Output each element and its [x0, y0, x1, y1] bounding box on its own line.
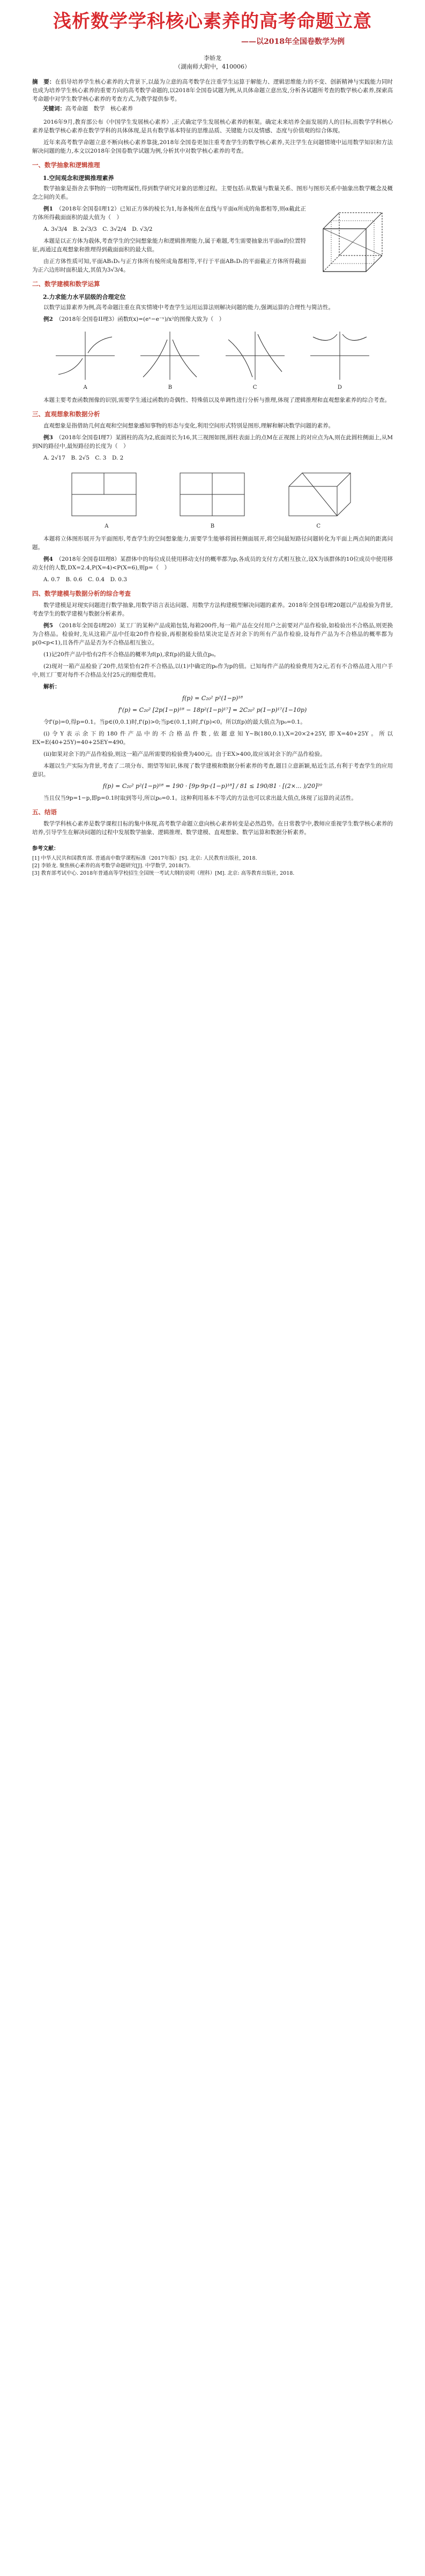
example-5-label: 例5 [43, 622, 53, 629]
solution-paragraph-3: (ii)如果对余下的产品作检验,则这一箱产品所需要的检验费为400元。由于EX>400,故应该对余下的产品作检验。 [43, 751, 326, 757]
example-1-label: 例1 [43, 206, 53, 212]
graph-option-b [138, 329, 202, 390]
intro-paragraph-2: 近年来高考数学命题立意不断向核心素养靠拢,2018年全国卷更加注重考查学生的数学核心素养,关注学生在问题情境中运用数学知识和方法解决问题的能力,本文以2018年全国卷数学试题为例,分析其中对数学核心素养的考查。 [32, 139, 393, 154]
example-2-text: （2018年全国卷II理3）函数f(x)=(eˣ−e⁻ˣ)/x²的图像大致为（ ） [58, 316, 225, 322]
example-1-options: A. 3√3/4 B. 2√3/3 C. 3√2/4 D. √3/2 [43, 226, 153, 232]
section-1-paragraph-2: 本题是以正方体为载体,考查学生的空间想象能力和逻辑推理能力,属于难题,考生需要抽象出平面α的位置特征,再通过直观想象和推理得到截面面积的最大值。 [32, 238, 306, 253]
intro [32, 118, 393, 155]
view-figure-b [172, 468, 252, 529]
solution-formula-2: f'(p) = C₂₀² [2p(1−p)¹⁸ − 18p²(1−p)¹⁷] = 2C₂₀² p(1−p)¹⁷(1−10p) [118, 707, 307, 714]
section-3-body [32, 422, 393, 462]
conclusion-title: 五、结语 [32, 808, 57, 816]
example-3-label: 例3 [43, 434, 53, 441]
view-c-svg [278, 468, 359, 521]
view-figure-a [66, 468, 147, 529]
section-4-paragraph-2: 本题以生产实际为背景,考查了二项分布、期望等知识,体现了数学建模和数据分析素养的考查,题目立意新颖,贴近生活,有利于考查学生的应用意识。 [32, 763, 393, 778]
example-2-label: 例2 [43, 316, 53, 322]
author-affiliation: （湖南师大附中，410006） [175, 63, 250, 70]
section-2-title: 二、数学建模和数学运算 [32, 280, 100, 288]
view-b-label: B [210, 523, 215, 529]
reference-item: [2] 李娇龙. 聚焦核心素养的高考数学命题研究[J]. 中学数学, 2018(7). [32, 863, 191, 869]
graph-b-label: B [168, 385, 173, 390]
section-3-body-2 [32, 535, 393, 584]
section-2-paragraph-2: 本题主要考查函数图像的识别,需要学生通过函数的奇偶性、特殊值以及单调性进行分析与推理,体现了逻辑推理和直观想象素养的综合考查。 [43, 397, 391, 403]
author-name: 李娇龙 [204, 55, 221, 62]
abstract-text: 在倡导培养学生核心素养的大背景下,以最为立意的高考数学在注重学生运算于解能力、逻辑思维能力的不变、创新精神与实践能力同时也成为培养学生核心素养的重要方向的高考数学命题的,以2018年全国卷试题为例,从具体命题立意出发,分析各试题所考查的数学核心素养,探索高考命题中对学生数学核心素养的考查方式,为教学提供参考。 [32, 79, 393, 102]
example-4-options: A. 0.7 B. 0.6 C. 0.4 D. 0.3 [43, 576, 127, 583]
conclusion-body [32, 820, 393, 837]
view-c-label: C [316, 523, 320, 529]
paper-subtitle: ——以2018年全国卷数学为例 [241, 37, 345, 46]
section-3-paragraph-1: 直观想象是指借助几何直观和空间想象感知事物的形态与变化,利用空间形式特别是图形,理解和解决数学问题的素养。 [43, 423, 334, 429]
example-4-text: （2018年全国卷III理8）某群体中的每位成员使用移动支付的概率都为p,各成员的支付方式相互独立,设X为该群体的10位成员中使用移动支付的人数,DX=2.4,P(X=4)<P(X=6),则p=（ ） [32, 556, 393, 571]
view-a-svg [66, 468, 147, 521]
keywords [43, 104, 393, 112]
example-3 [32, 433, 393, 450]
section-2-subtitle: 2.力求能力水平层级的合理定位 [43, 294, 126, 301]
section-4-body [32, 601, 393, 802]
example-1-text: （2018年全国卷I理12）已知正方体的棱长为1,每条棱所在直线与平面α所成的角都相等,则α截此正方体所得截面面积的最大值为（ ） [32, 206, 307, 221]
section-4-paragraph-3: 当且仅当9p=1−p,即p=0.1时取到等号,所以p₀=0.1。这种利用基本不等式的方法也可以求出最大值点,体现了运算的灵活性。 [43, 795, 357, 801]
section-1-title: 一、数学抽象和逻辑推理 [32, 161, 100, 169]
section-4-paragraph-1: 数学建模是对现实问题进行数学抽象,用数学语言表达问题、用数学方法构建模型解决问题的素养。2018年全国卷I理20题以产品检验为背景,考查学生的数学建模与数据分析素养。 [32, 602, 393, 617]
abstract-label: 摘 要： [32, 79, 55, 85]
solution-formula-1: f(p) = C₂₀² p²(1−p)¹⁸ [182, 695, 243, 702]
graph-d-svg [308, 329, 372, 382]
section-1-paragraph-1: 数学抽象是指舍去事物的一切物理属性,得到数学研究对象的思维过程。主要包括:从数量与数量关系、图形与图形关系中抽象出数学概念及概念之间的关系。 [32, 185, 393, 200]
graph-a-svg [53, 329, 117, 382]
reference-item: [1] 中华人民共和国教育部. 普通高中数学课程标准（2017年版）[S]. 北京: 人民教育出版社, 2018. [32, 855, 257, 861]
function-graph-row [43, 329, 382, 390]
cube-figure [312, 205, 393, 280]
example-5-question-1: (1)记20件产品中恰有2件不合格品的概率为f(p),求f(p)的最大值点p₀。 [43, 651, 220, 658]
references [32, 845, 393, 877]
section-2-paragraph-1: 以数学运算素养为例,高考命题注重在真实情境中考查学生运用运算法则解决问题的能力,强调运算的合理性与简洁性。 [43, 304, 334, 311]
references-title: 参考文献： [32, 846, 59, 852]
example-5-text: （2018年全国卷I理20）某工厂的某种产品成箱包装,每箱200件,每一箱产品在交付用户之前要对产品作检验,如检验出不合格品,则更换为合格品。检验时,先从这箱产品中任取20件作检验,再根据检验结果决定是否对余下的所有产品作检验,设每件产品为不合格品的概率都为p(0<p<1),且各件产品是否为不合格品相互独立。 [32, 622, 393, 646]
section-1-body [32, 184, 393, 274]
paper-title: 浅析数学学科核心素养的高考命题立意 [53, 11, 372, 32]
keywords-label: 关键词： [43, 106, 65, 112]
graph-d-label: D [337, 385, 342, 390]
graph-option-a [53, 329, 117, 390]
conclusion-paragraph: 数学学科核心素养是数学课程目标的集中体现,高考数学命题立意向核心素养转变是必然趋势。在日常教学中,教师应重视学生数学核心素养的培养,引导学生在解决问题的过程中发展数学抽象、逻辑推理、数学建模、直观想象、数学运算和数据分析素养。 [32, 821, 393, 836]
solution-paragraph-2: (i)令Y表示余下的180件产品中的不合格品件数,依题意知Y~B(180,0.1),X=20×2+25Y,即X=40+25Y。所以EX=E(40+25Y)=40+25EY=490。 [32, 731, 393, 746]
section-1-paragraph-3: 由正方体性质可知,平面AB₁D₁与正方体所有棱所成角都相等,平行于平面AB₁D₁的平面截正方体所得截面为正六边形时面积最大,其值为3√3/4。 [32, 258, 306, 273]
three-view-figures [54, 468, 371, 529]
example-3-text: （2018年全国卷I理7）某圆柱的高为2,底面周长为16,其三视图如图,圆柱表面上的点M在正视图上的对应点为A,则在此圆柱侧面上,从M到N的路径中,最短路径的长度为（ ） [32, 434, 393, 449]
author-block [0, 54, 425, 71]
graph-c-label: C [252, 385, 257, 390]
graph-b-svg [138, 329, 202, 382]
view-a-label: A [105, 523, 109, 529]
formula-block-1: f(p) = C₂₀² p²(1−p)¹⁸ = 190 · [9p·9p·(1−p)¹⁸] / 81 ≤ 190/81 · [(2×... )/20]²⁰ [102, 783, 323, 790]
graph-a-label: A [83, 385, 87, 390]
graph-option-d [308, 329, 372, 390]
abstract [32, 78, 393, 103]
keywords-text: 高考命题 数学 核心素养 [65, 106, 133, 112]
solution [32, 682, 393, 691]
view-figure-c [278, 468, 359, 529]
example-5 [32, 621, 393, 647]
example-4-label: 例4 [43, 556, 53, 562]
section-2-body [32, 303, 393, 324]
view-b-svg [172, 468, 252, 521]
example-2 [32, 315, 393, 324]
example-4 [32, 555, 393, 572]
solution-label: 解析： [43, 684, 61, 690]
section-1-subtitle: 1.空间观念和逻辑推理素养 [43, 175, 114, 182]
graph-c-svg [223, 329, 287, 382]
example-3-options: A. 2√17 B. 2√5 C. 3 D. 2 [43, 455, 124, 461]
intro-paragraph-1: 2016年9月,教育部公布《中国学生发展核心素养》,正式确定学生发展核心素养的框架。确定未来培养全面发展的人的目标,而数学学科核心素养是数学核心素养在数学学科的具体体现,是具有数学基本特征的思维品质、关键能力以及情感、态度与价值观的综合体现。 [32, 119, 393, 134]
section-4-title: 四、数学建模与数据分析的综合考查 [32, 590, 131, 597]
solution-paragraph-1: 令f'(p)=0,得p=0.1。当p∈(0,0.1)时,f'(p)>0;当p∈(0.1,1)时,f'(p)<0。所以f(p)的最大值点为p₀=0.1。 [43, 719, 306, 725]
section-3-paragraph-2: 本题将立体图形展开为平面图形,考查学生的空间想象能力,需要学生能够将圆柱侧面展开,将空间最短路径问题转化为平面上两点间的距离问题。 [32, 536, 393, 551]
section-2-body-2 [32, 396, 393, 404]
graph-option-c [223, 329, 287, 390]
reference-item: [3] 教育部考试中心. 2018年普通高等学校招生全国统一考试大纲的说明（理科）[M]. 北京: 高等教育出版社, 2018. [32, 870, 295, 876]
section-3-title: 三、直观想象和数据分析 [32, 410, 100, 418]
example-5-question-2: (2)现对一箱产品检验了20件,结果恰有2件不合格品,以(1)中确定的p₀作为p的值。已知每件产品的检验费用为2元,若有不合格品进入用户手中,则工厂要对每件不合格品支付25元的赔偿费用。 [32, 663, 393, 678]
